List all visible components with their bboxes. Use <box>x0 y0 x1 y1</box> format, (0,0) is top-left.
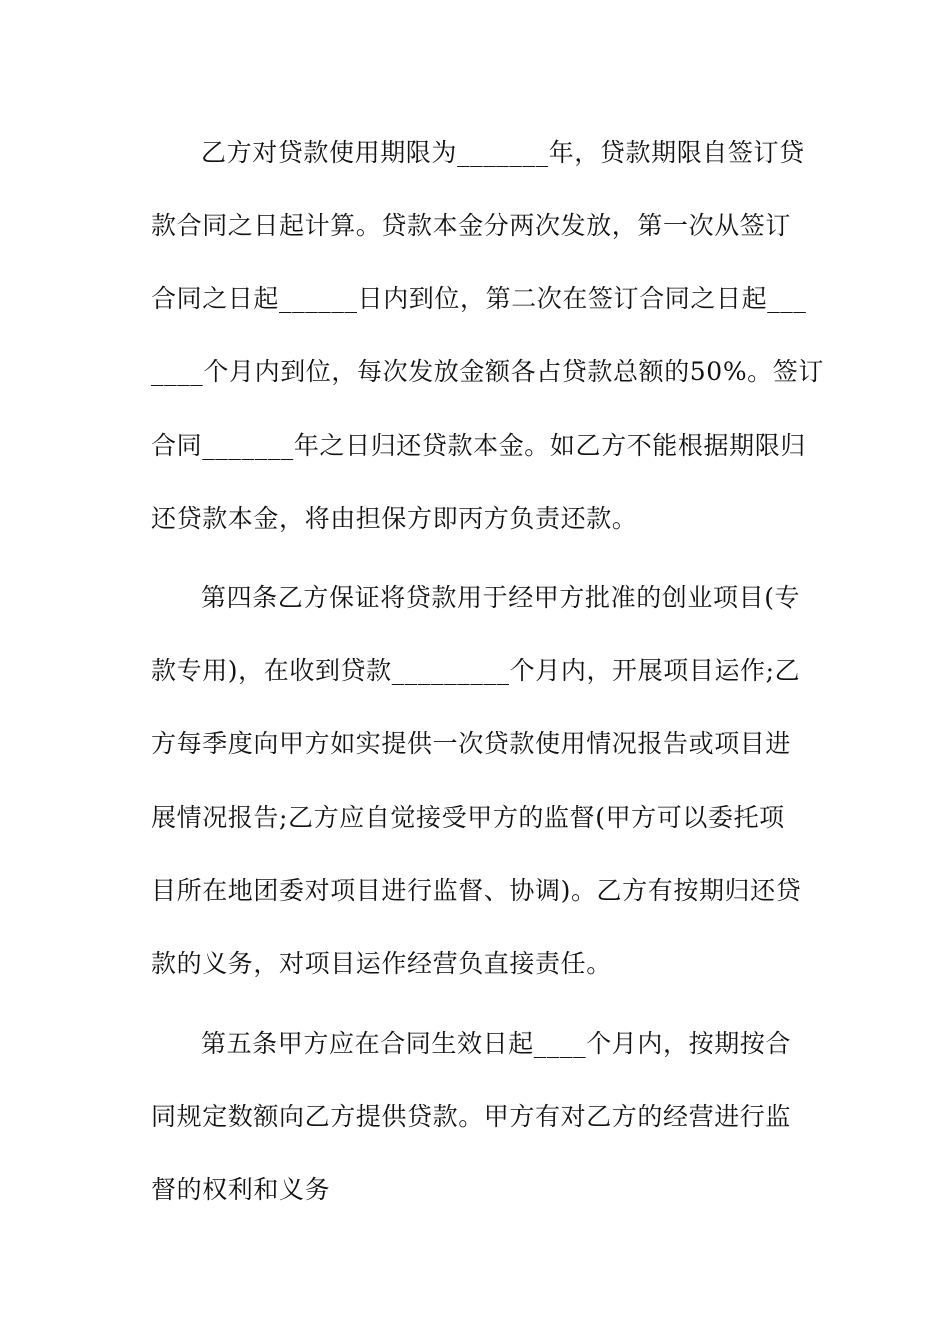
paragraph-line: 款专用)，在收到贷款_________个月内，开展项目运作;乙 <box>151 656 801 685</box>
paragraph-line: 乙方对贷款使用期限为_______年，贷款期限自签订贷 <box>201 138 805 167</box>
paragraph-line: 第四条乙方保证将贷款用于经甲方批准的创业项目(专 <box>201 583 801 612</box>
paragraph-line: 合同之日起______日内到位，第二次在签订合同之日起___ <box>151 284 807 313</box>
paragraph-line: 款的义务，对项目运作经营负直接责任。 <box>151 949 612 978</box>
paragraph-line: 展情况报告;乙方应自觉接受甲方的监督(甲方可以委托项 <box>151 803 785 832</box>
paragraph-line: 督的权利和义务 <box>151 1175 331 1204</box>
paragraph-line: ____个月内到位，每次发放金额各占贷款总额的50%。签订 <box>151 357 824 386</box>
paragraph-line: 方每季度向甲方如实提供一次贷款使用情况报告或项目进 <box>151 729 792 758</box>
paragraph-line: 合同_______年之日归还贷款本金。如乙方不能根据期限归 <box>151 431 806 460</box>
paragraph-line: 第五条甲方应在合同生效日起____个月内，按期按合 <box>201 1029 792 1058</box>
paragraph-line: 同规定数额向乙方提供贷款。甲方有对乙方的经营进行监 <box>151 1102 792 1131</box>
paragraph-line: 还贷款本金，将由担保方即丙方负责还款。 <box>151 504 638 533</box>
paragraph-line: 目所在地团委对项目进行监督、协调)。乙方有按期归还贷 <box>151 876 802 905</box>
paragraph-line: 款合同之日起计算。贷款本金分两次发放，第一次从签订 <box>151 211 792 240</box>
